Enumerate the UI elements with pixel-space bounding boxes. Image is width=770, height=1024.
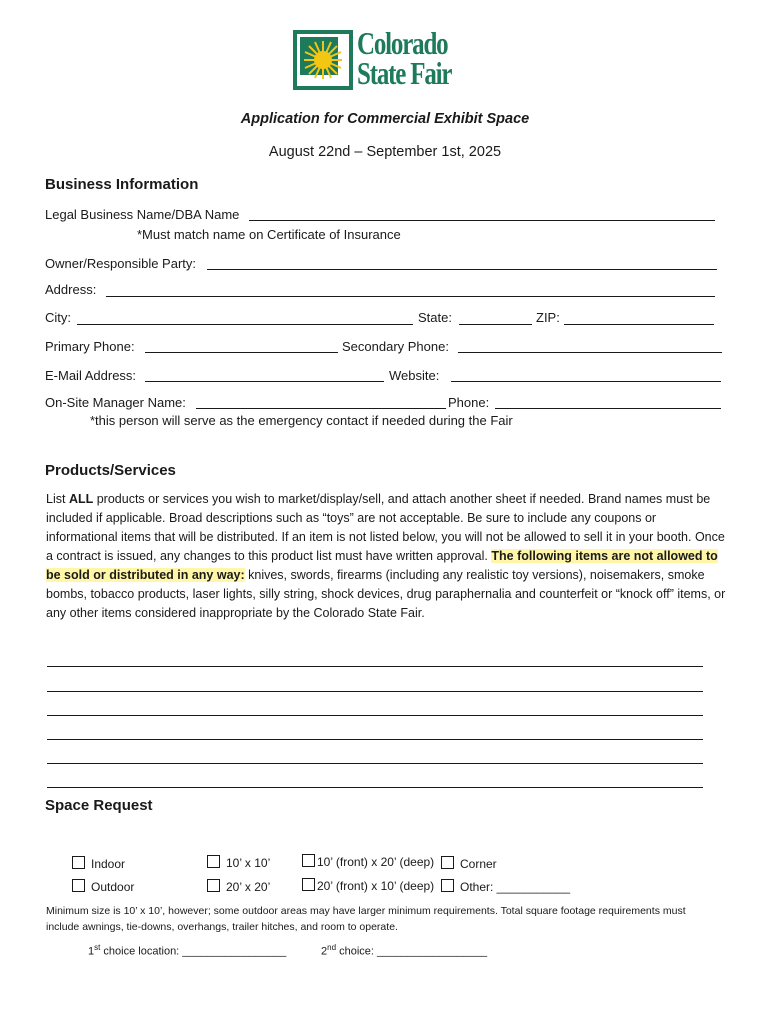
legal-name-field[interactable] [249, 220, 715, 221]
size-20x20-checkbox[interactable] [207, 879, 220, 892]
second-choice-location[interactable]: 2nd choice: __________________ [321, 943, 488, 958]
corner-option[interactable]: Corner [441, 856, 497, 871]
state-label: State: [418, 310, 452, 325]
email-label: E-Mail Address: [45, 368, 137, 383]
size-10x10-option[interactable]: 10’ x 10’ [207, 855, 270, 870]
manager-name-label: On-Site Manager Name: [45, 395, 186, 410]
owner-field[interactable] [207, 269, 717, 270]
logo-wordmark: Colorado State Fair [357, 25, 452, 91]
size-20x20-option[interactable]: 20’ x 20’ [207, 879, 270, 894]
colorado-state-fair-logo [293, 25, 479, 92]
size-10x10-checkbox[interactable] [207, 855, 220, 868]
size-20x10-option[interactable]: 20’ (front) x 10’ (deep) [302, 878, 434, 893]
indoor-option[interactable]: Indoor [72, 856, 125, 871]
products-line-6[interactable] [47, 787, 703, 788]
size-10x20-option[interactable]: 10’ (front) x 20’ (deep) [302, 854, 434, 869]
size-10x20-checkbox[interactable] [302, 854, 315, 867]
secondary-phone-field[interactable] [458, 352, 722, 353]
city-label: City: [45, 310, 71, 325]
website-label: Website: [389, 368, 440, 383]
other-checkbox[interactable] [441, 879, 454, 892]
website-field[interactable] [451, 381, 721, 382]
business-info-heading: Business Information [45, 176, 199, 193]
form-title: Application for Commercial Exhibit Space [240, 111, 530, 127]
corner-checkbox[interactable] [441, 856, 454, 869]
legal-name-label: Legal Business Name/DBA Name [45, 207, 240, 222]
size-20x10-checkbox[interactable] [302, 878, 315, 891]
manager-phone-label: Phone: [448, 395, 490, 410]
prohibited-items-highlight: The following items are not allowed to be sold or distributed in any way: [46, 549, 718, 582]
legal-name-note: *Must match name on Certificate of Insurance [137, 227, 401, 242]
state-field[interactable] [459, 324, 532, 325]
owner-label: Owner/Responsible Party: [45, 256, 197, 271]
space-request-heading: Space Request [45, 797, 153, 814]
address-label: Address: [45, 282, 97, 297]
indoor-checkbox[interactable] [72, 856, 85, 869]
city-field[interactable] [77, 324, 413, 325]
products-line-1[interactable] [47, 666, 703, 667]
address-field[interactable] [106, 296, 715, 297]
outdoor-checkbox[interactable] [72, 879, 85, 892]
manager-phone-field[interactable] [495, 408, 721, 409]
email-field[interactable] [145, 381, 384, 382]
zip-label: ZIP: [536, 310, 560, 325]
products-line-2[interactable] [47, 691, 703, 692]
manager-note: *this person will serve as the emergency contact if needed during the Fair [90, 413, 513, 428]
minimum-size-note: Minimum size is 10’ x 10’, however; some outdoor areas may have larger minimum requirements. Total square footage requirements must include awnings, tie-downs, overhangs, trailer hitches, and room to operate. [46, 905, 686, 933]
outdoor-option[interactable]: Outdoor [72, 879, 134, 894]
products-instructions: List ALL products or services you wish to market/display/sell, and attach another sheet if needed. Brand names must be included if applicable. Broad descriptions such as “toys” are not acceptable. Be sure to include any coupons or informational items that will be distributed. If an item is not listed below, you will not be allowed to sell it in your booth. Once a contract is issued, any changes to this product list must have written approval. The following items are not allowed to be sold or distributed in any way: knives, swords, firearms (including any realistic toy versions), noisemakers, smoke bombs, tobacco products, laser lights, silly string, shock devices, drug paraphernalia and counterfeit or “knock off” items, or any other items considered inappropriate by the Colorado State Fair. [46, 492, 726, 620]
products-line-5[interactable] [47, 763, 703, 764]
primary-phone-label: Primary Phone: [45, 339, 135, 354]
first-choice-location[interactable]: 1st choice location: _________________ [88, 943, 287, 958]
primary-phone-field[interactable] [145, 352, 338, 353]
other-option[interactable]: Other: ___________ [441, 879, 570, 894]
event-dates: August 22nd – September 1st, 2025 [268, 144, 502, 160]
sun-emblem-icon [293, 30, 353, 90]
products-line-3[interactable] [47, 715, 703, 716]
secondary-phone-label: Secondary Phone: [342, 339, 449, 354]
zip-field[interactable] [564, 324, 714, 325]
products-heading: Products/Services [45, 462, 176, 479]
manager-name-field[interactable] [196, 408, 446, 409]
products-line-4[interactable] [47, 739, 703, 740]
